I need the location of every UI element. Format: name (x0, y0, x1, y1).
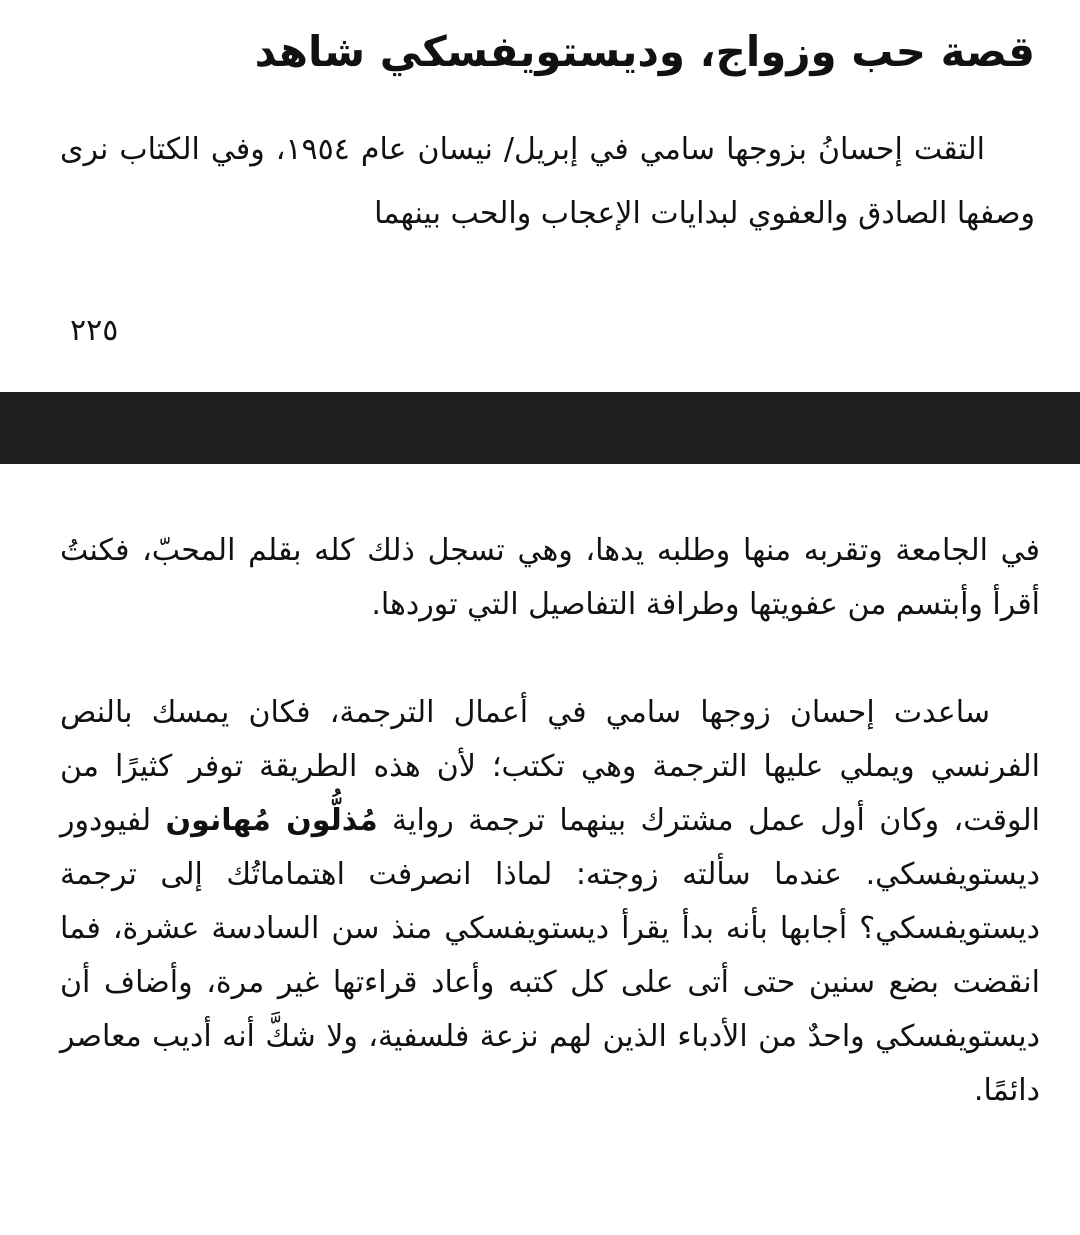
chapter-heading: قصة حب وزواج، وديستويفسكي شاهد (254, 27, 1035, 76)
paragraph-2-text-start: ساعدت إحسان زوجها سامي في أعمال الترجمة، فكان يمسك بالنص الفرنسي ويملي عليها الترجمة وهي تكتب؛ لأن هذه الطريقة توفر كثيرًا من الوقت، وكان أول عمل مشترك بينهما ترجمة رواية (60, 695, 1040, 838)
novel-title: مُذلُّون مُهانون (165, 803, 378, 838)
paragraph-1: في الجامعة وتقربه منها وطلبه يدها، وهي تسجل ذلك كله بقلم المحبّ، فكنتُ أقرأ وأبتسم من عفويتها وطرافة التفاصيل التي توردها. (60, 533, 1040, 622)
bottom-page (0, 464, 1080, 1235)
top-paragraph-text: التقت إحسانُ بزوجها سامي في إبريل/ نيسان عام ١٩٥٤، وفي الكتاب نرى وصفها الصادق والعفوي لبدايات الإعجاب والحب بينهما (60, 132, 1035, 231)
page-number: ٢٢٥ (70, 313, 119, 348)
paragraph-2-text-end: لفيودور ديستويفسكي. عندما سألته زوجته: لماذا انصرفت اهتماماتُك إلى ترجمة ديستويفسكي؟ أجابها بأنه بدأ يقرأ ديستويفسكي منذ سن السادسة عشرة، فما انقضت بضع سنين حتى أتى على كل كتبه وأعاد قراءتها غير مرة، وأضاف أن ديستويفسكي واحدٌ من الأدباء الذين لهم نزعة فلسفية، ولا شكَّ أنه أديب معاصر دائمًا. (60, 803, 1040, 1108)
paragraph-2 (60, 686, 1040, 1118)
page-separator-band (0, 392, 1080, 464)
top-paragraph (60, 118, 1035, 246)
top-page (0, 0, 1080, 392)
